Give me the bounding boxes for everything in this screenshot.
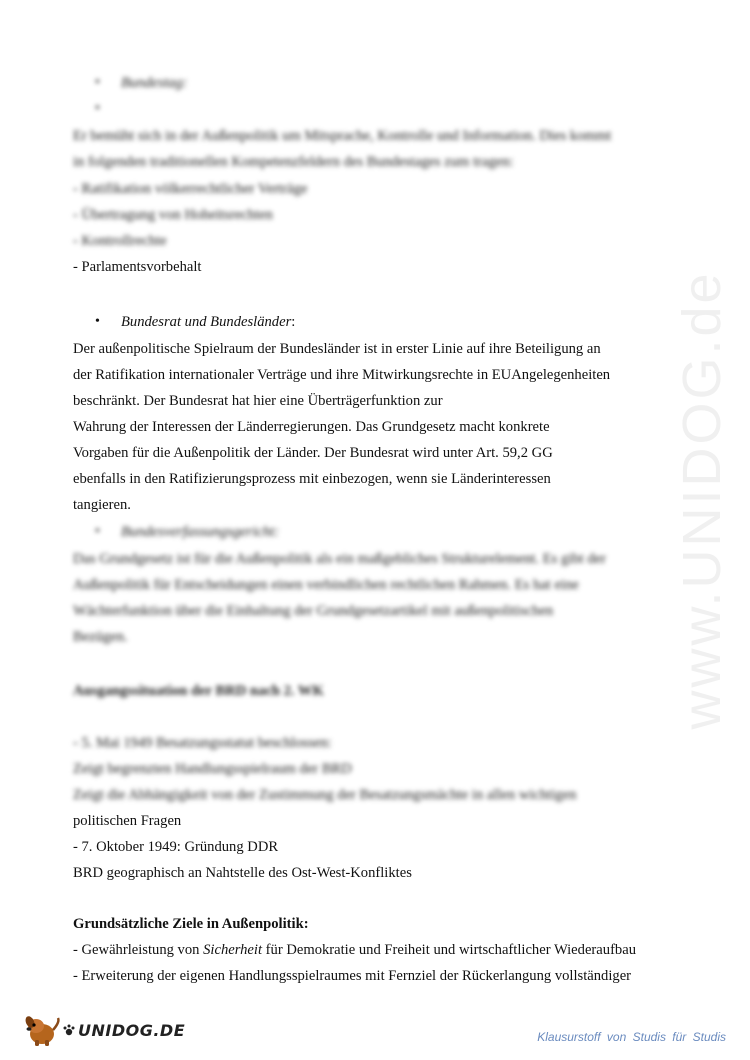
bullet: • xyxy=(95,75,100,90)
text-line: beschränkt. Der Bundesrat hat hier eine Überträgerfunktion zur xyxy=(73,393,443,409)
text-line: Vorgaben für die Außenpolitik der Länder. Der Bundesrat wird unter Art. 59,2 GG xyxy=(73,445,553,461)
emphasis-sicherheit: Sicherheit xyxy=(203,942,263,958)
list-item: - Ratifikation völkerrechtlicher Verträge xyxy=(73,181,308,197)
text-line: Zeigt begrenzten Handlungsspielraum der BRD xyxy=(73,761,352,777)
heading-text: Bundesrat und Bundesländer xyxy=(121,314,292,330)
heading-ziele: Grundsätzliche Ziele in Außenpolitik: xyxy=(73,916,309,932)
heading-ausgangssituation: Ausgangssituation der BRD nach 2. WK xyxy=(73,683,324,699)
watermark xyxy=(672,260,732,740)
list-item: - Übertragung von Hoheitsrechten xyxy=(73,207,273,223)
text-line: BRD geographisch an Nahtstelle des Ost-West-Konfliktes xyxy=(73,865,412,881)
text-line: Wahrung der Interessen der Länderregierungen. Das Grundgesetz macht konkrete xyxy=(73,419,550,435)
heading-bverfg: Bundesverfassungsgericht: xyxy=(121,524,280,540)
watermark-text: www.UNIDOG.de xyxy=(672,270,732,730)
footer-tagline: Klausurstoff von Studis für Studis xyxy=(537,1030,726,1044)
text-line: der Ratifikation internationaler Verträge und ihre Mitwirkungsrechte in EUAngelegenheiten xyxy=(73,367,611,383)
text-line: Bezügen. xyxy=(73,629,128,645)
text-line: in folgenden traditionellen Kompetenzfeldern des Bundestages zum tragen: xyxy=(73,154,514,170)
bullet: • xyxy=(95,314,100,329)
heading-bundestag: Bundestag: xyxy=(121,75,188,91)
list-item: - Kontrollrechte xyxy=(73,233,167,249)
bullet: • xyxy=(95,524,100,539)
text-line: Das Grundgesetz ist für die Außenpolitik als ein maßgebliches Strukturelement. Es gibt der xyxy=(73,551,606,567)
text-line: Außenpolitik für Entscheidungen einen verbindlichen rechtlichen Rahmen. Es hat eine xyxy=(73,577,579,593)
text-line: - 7. Oktober 1949: Gründung DDR xyxy=(73,839,279,855)
text-line: - Erweiterung der eigenen Handlungsspielraumes mit Fernziel der Rückerlangung vollständiger xyxy=(73,968,632,984)
text-line: tangieren. xyxy=(73,497,131,513)
text-line: Der außenpolitische Spielraum der Bundesländer ist in erster Linie auf ihre Beteiligung an xyxy=(73,341,601,357)
paw-icon xyxy=(62,1023,76,1037)
bullet: • xyxy=(95,101,100,116)
text-line: Zeigt die Abhängigkeit von der Zustimmung der Besatzungsmächte in allen wichtigen xyxy=(73,787,577,803)
text-line: - 5. Mai 1949 Besatzungsstatut beschlossen: xyxy=(73,735,332,751)
text-line: ebenfalls in den Ratifizierungsprozess mit einbezogen, wenn sie Länderinteressen xyxy=(73,471,551,487)
text-line: politischen Fragen xyxy=(73,813,182,829)
heading-bundesrat xyxy=(121,313,295,331)
unidog-logo-link[interactable] xyxy=(22,1012,185,1048)
text-line xyxy=(73,941,636,959)
logo-text: UNIDOG.DE xyxy=(78,1020,186,1040)
text-line: Er bemüht sich in der Außenpolitik um Mitsprache, Kontrolle und Information. Dies kommt xyxy=(73,128,612,144)
dog-mascot-icon xyxy=(22,1012,62,1048)
text-segment: - Gewährleistung von xyxy=(73,942,204,958)
heading-colon: : xyxy=(291,314,296,330)
list-item: - Parlamentsvorbehalt xyxy=(73,259,202,275)
text-line: Wächterfunktion über die Einhaltung der Grundgesetzartikel mit außenpolitischen xyxy=(73,603,554,619)
text-segment: für Demokratie und Freiheit und wirtschaftlicher Wiederaufbau xyxy=(262,942,637,958)
